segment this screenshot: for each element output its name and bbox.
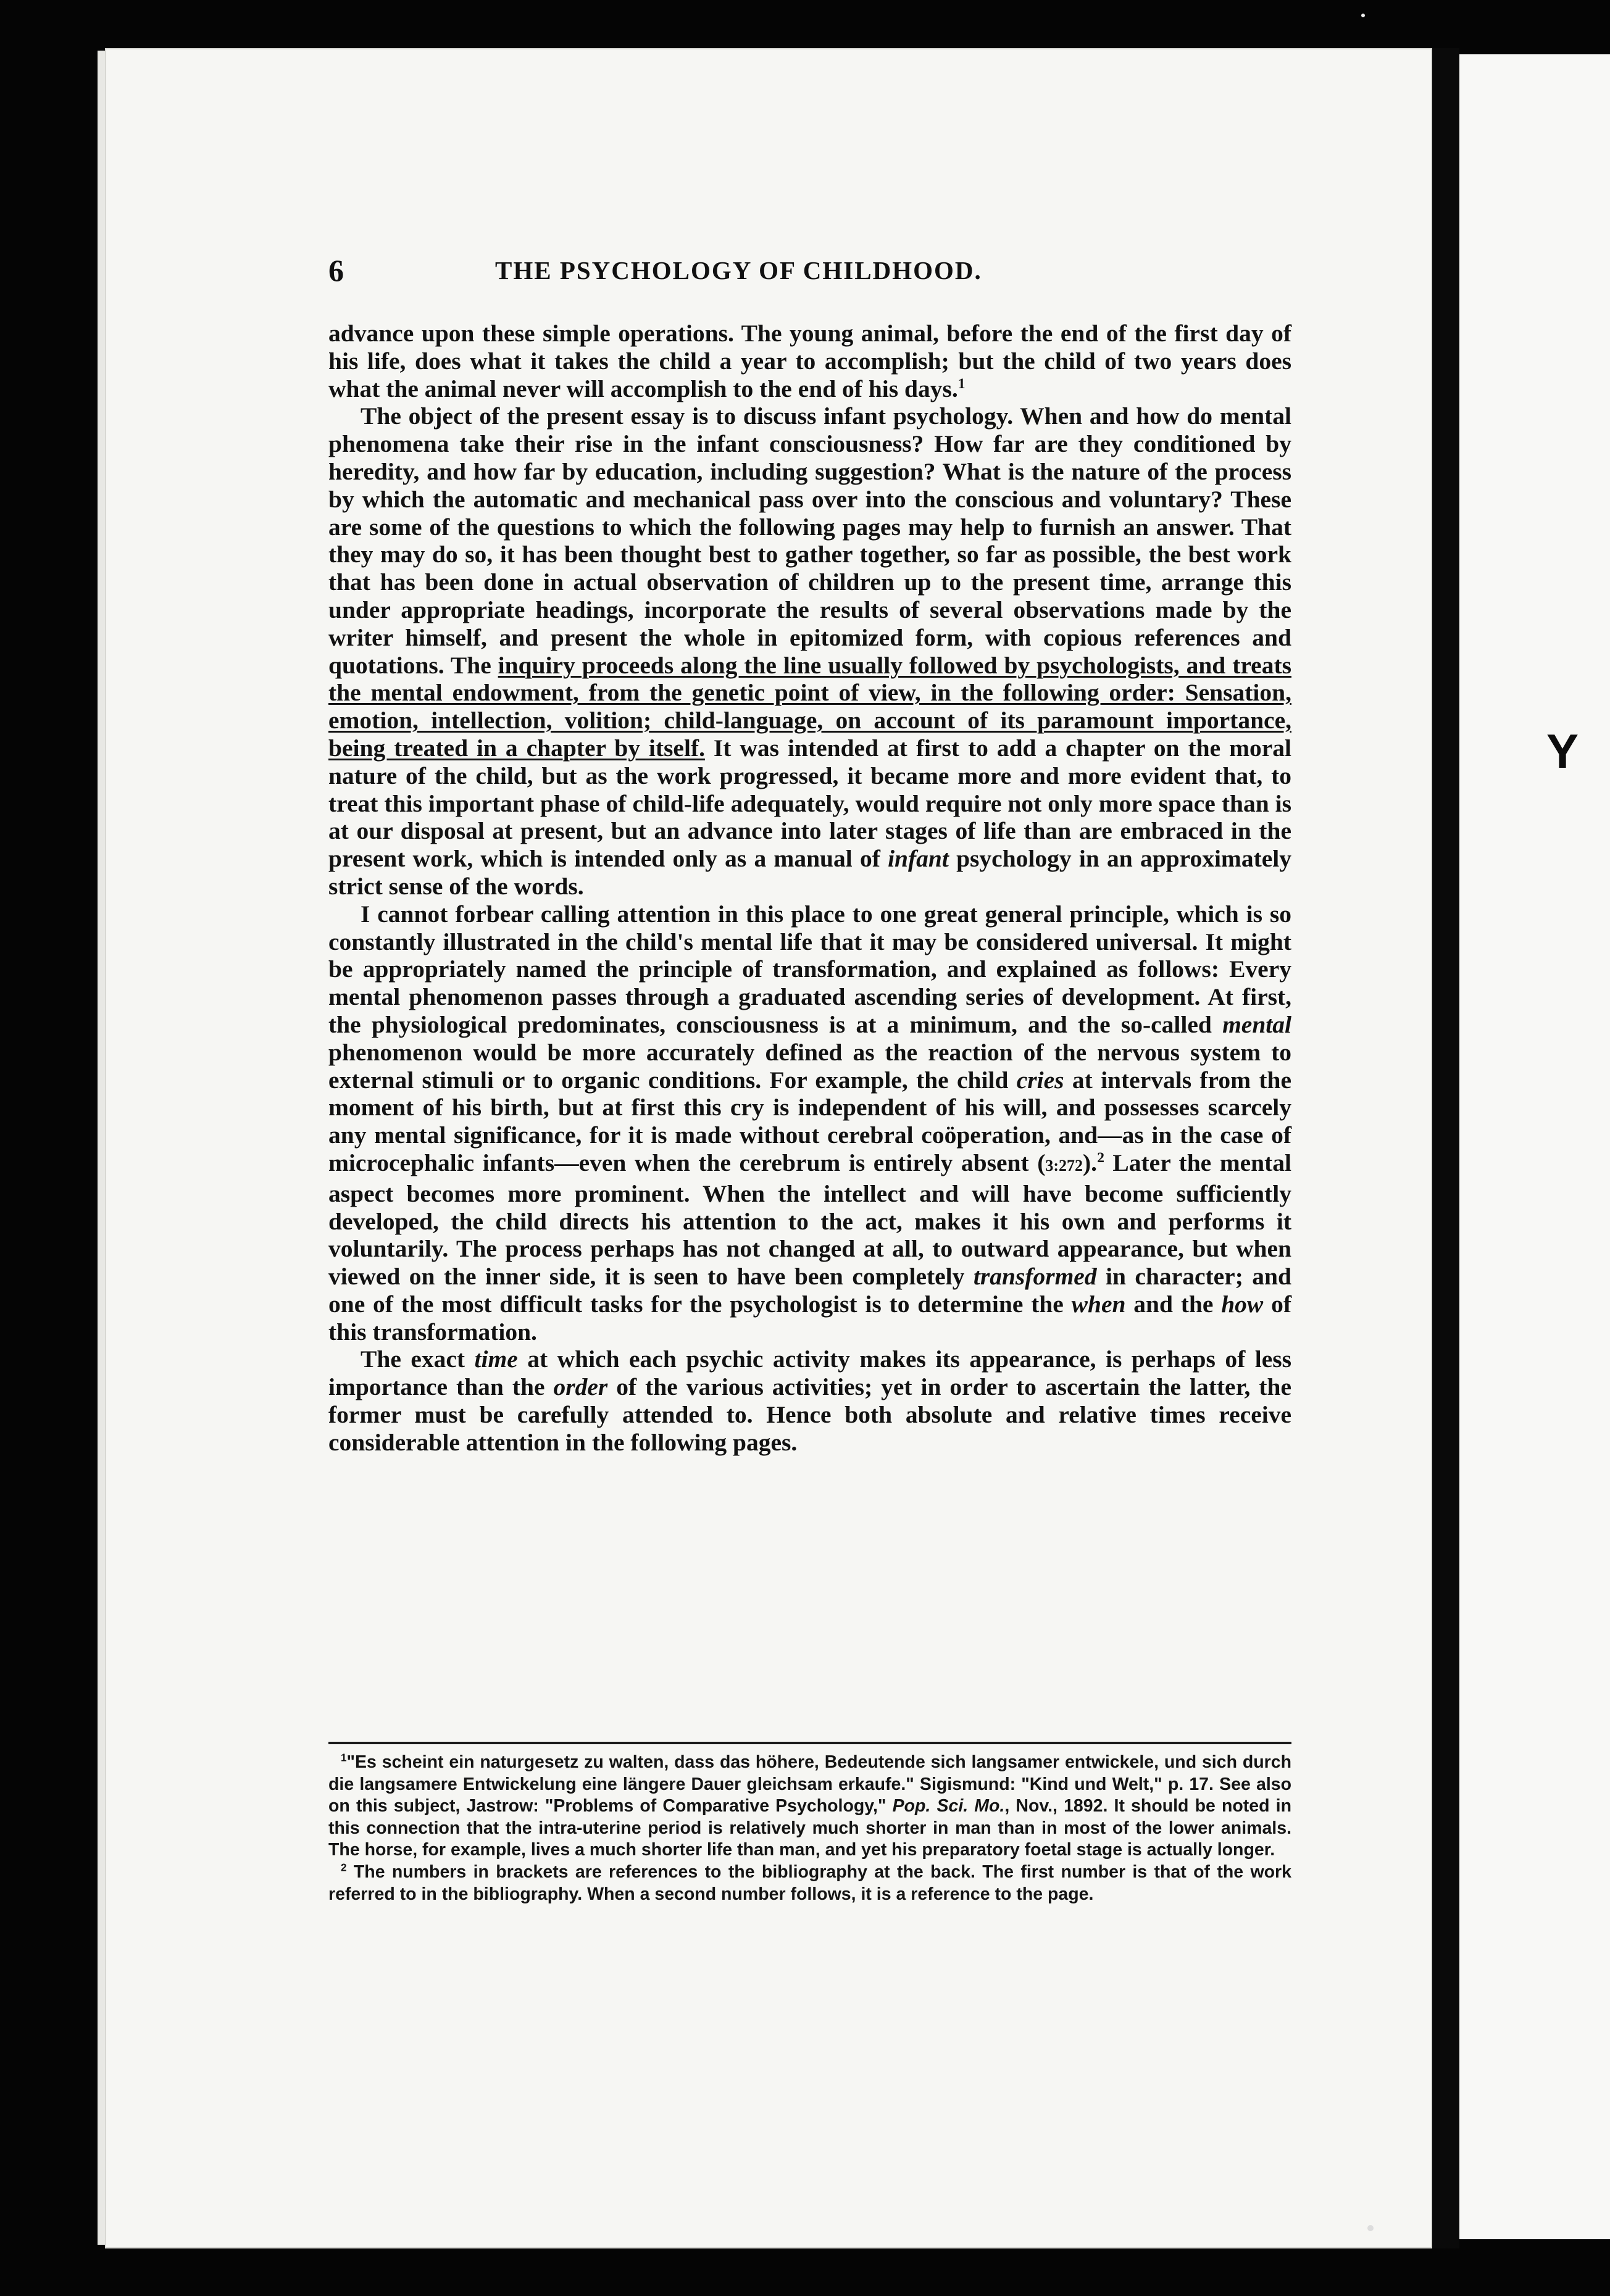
book-gutter: [1432, 48, 1459, 2248]
paragraph-3-text-g: and the: [1125, 1290, 1222, 1318]
paragraph-1: [328, 320, 1291, 402]
footnote-1-text-a: "Es scheint ein naturgesetz zu walten, dass das höhere, Bedeutende sich langsamer entwickele, und sich durch die langsamere Entwickelung eine längere Dauer gleichsam erkaufe." Sigismund: "Kind und Welt," p. 17. See also on this subject, Jastrow: "Problems of Comparative Psychology,": [328, 1752, 1291, 1816]
page-header: [328, 252, 1291, 289]
paragraph-2: [328, 402, 1291, 900]
paragraph-2-text-a: The object of the present essay is to discuss infant psychology. When and how do mental phenomena take their rise in the infant consciousness? How far are they conditioned by heredity, and how far by education, including suggestion? What is the nature of the process by which the automatic and mechanical pass over into the conscious and voluntary? These are some of the questions to which the following pages may help to furnish an answer. That they may do so, it has been thought best to gather together, so far as possible, the best work that has been done in actual observation of children up to the present time, arrange this under appropriate headings, incorporate the results of several observations made by the writer himself, and present the whole in epitomized form, with copious references and quotations. The: [328, 402, 1291, 679]
paragraph-3-text-c: at intervals from the moment of his birth, but at first this cry is independent of his will, and possesses scarcely any mental significance, for it is made without cerebral coöperation, and—as in the case of microcephalic infants—even when the cerebrum is entirely absent (: [328, 1066, 1291, 1176]
footnote-1-text-b: , Nov., 1892. It should be noted in this connection that the intra-uterine period is relatively much shorter in man than in most of the lower animals. The horse, for example, lives a much shorter life than man, and yet his preparatory foetal stage is actually longer.: [328, 1796, 1291, 1860]
paragraph-2-text-c: psychology in an approximately strict sense of the words.: [328, 845, 1291, 900]
pen-underlined-passage: inquiry proceeds along the line usually followed by psychologists, and treats the mental endowment, from the genetic point of view, in the following order: Sensation, emotion, intellection, volition; child-language, on account of its paramount importance, being treated in a chapter by itself.: [328, 651, 1291, 762]
paragraph-3-text-h: of this transformation.: [328, 1290, 1292, 1346]
footnote-ref-2: 2: [1097, 1149, 1104, 1166]
italic-transformed: transformed: [973, 1263, 1097, 1291]
paragraph-3-text-b: phenomenon would be more accurately defined as the reaction of the nervous system to external stimuli or to organic conditions. For example, the child: [328, 1038, 1291, 1094]
footnote-2: [328, 1861, 1291, 1905]
footnotes: [328, 1752, 1291, 1905]
paragraph-3-text-a: I cannot forbear calling attention in this place to one great general principle, which is so constantly illustrated in the child's mental life that it may be considered universal. It might be appropriately named the principle of transformation, and explained as follows: Every mental phenomenon passes through a graduated ascending series of development. At first, the physiological predominates, consciousness is at a minimum, and the so-called: [328, 900, 1291, 1038]
body-text: [328, 320, 1291, 1457]
italic-infant: infant: [888, 845, 949, 873]
paragraph-4-text-a: The exact: [361, 1346, 475, 1373]
running-head: THE PSYCHOLOGY OF CHILDHOOD.: [495, 256, 982, 285]
italic-mental: mental: [1222, 1010, 1291, 1038]
paragraph-4: [328, 1346, 1291, 1456]
italic-cries: cries: [1016, 1066, 1064, 1094]
footnote-divider: [328, 1742, 1291, 1744]
bibliography-ref: 3:272: [1045, 1156, 1083, 1175]
italic-when: when: [1071, 1290, 1126, 1318]
scan-speck: [1367, 2225, 1374, 2231]
italic-order: order: [553, 1373, 608, 1401]
paragraph-2-text-b: It was intended at first to add a chapter on the moral nature of the child, but as the work progressed, it became more and more evident that, to treat this important phase of child-life adequately, would require not only more space than is at our disposal at present, but an advance into later stages of life than are embraced in the present work, which is intended only as a manual of: [328, 734, 1291, 873]
footnote-ref-1: 1: [957, 375, 966, 392]
footnote-2-text: The numbers in brackets are references to the bibliography at the back. The first number is that of the work referred to in the bibliography. When a second number follows, it is a reference to the page.: [328, 1861, 1291, 1904]
paragraph-3-text-f: in character; and one of the most difficult tasks for the psychologist is to determine the: [328, 1263, 1291, 1318]
footnote-2-mark: 2: [341, 1861, 347, 1874]
italic-how: how: [1221, 1290, 1264, 1318]
scan-speck: [1361, 14, 1365, 17]
paragraph-3-text-d: ).: [1083, 1149, 1098, 1176]
paragraph-4-text-c: of the various activities; yet in order to ascertain the latter, the former must be carefully attended to. Hence both absolute and relative times receive considerable attention in the following pages.: [328, 1373, 1292, 1456]
footnote-1: [328, 1752, 1291, 1861]
page-number: 6: [328, 253, 344, 288]
book-page-right: [1459, 54, 1610, 2239]
italic-time: time: [474, 1346, 518, 1373]
paragraph-3: [328, 901, 1291, 1346]
paragraph-3-text-e: Later the mental aspect becomes more prominent. When the intellect and will have become sufficiently developed, the child directs his attention to the act, makes it his own and performs it voluntarily. The process perhaps has not changed at all, to outward appearance, but when viewed on the inner side, it is seen to have been completely: [328, 1149, 1291, 1291]
right-page-letter: Y: [1546, 724, 1579, 778]
paragraph-1-text: advance upon these simple operations. The young animal, before the end of the first day of his life, does what it takes the child a year to accomplish; but the child of two years does what the animal never will accomplish to the end of his days.: [328, 320, 1291, 402]
footnote-1-journal: Pop. Sci. Mo.: [892, 1796, 1005, 1816]
footnote-1-mark: 1: [341, 1752, 347, 1764]
paragraph-4-text-b: at which each psychic activity makes its appearance, is perhaps of less importance than the: [328, 1346, 1291, 1401]
